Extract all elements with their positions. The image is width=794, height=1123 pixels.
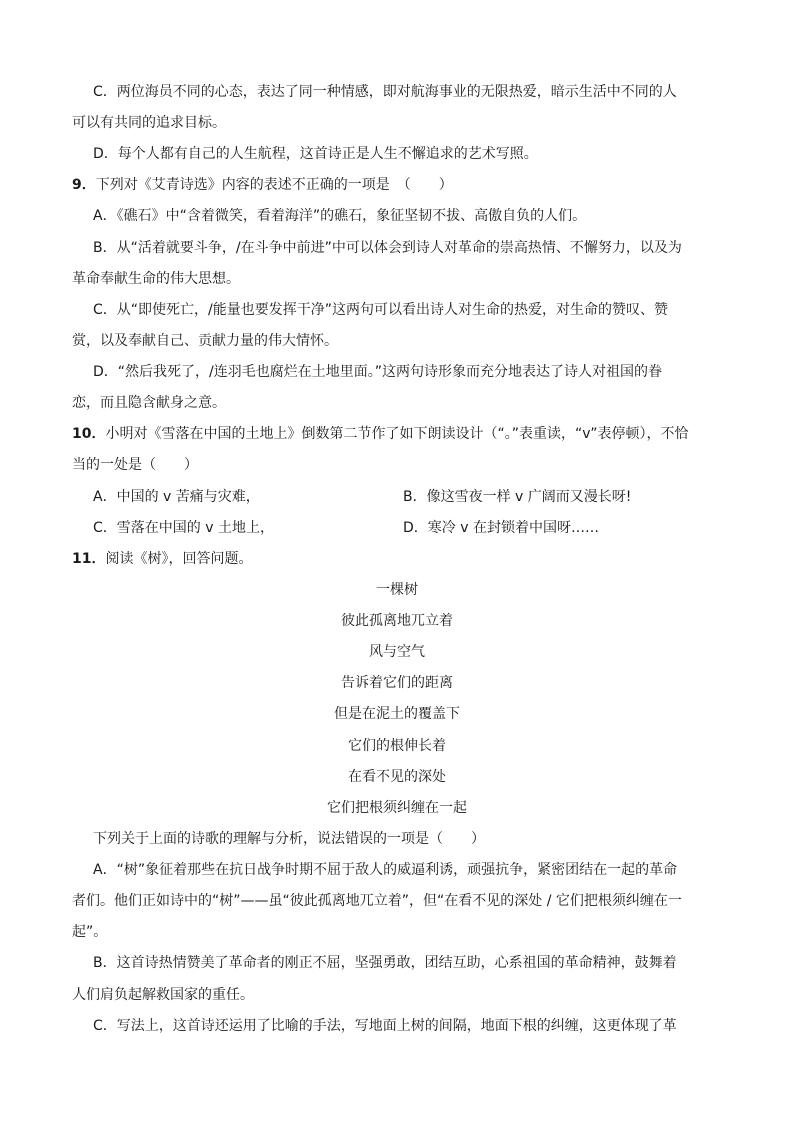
q8-option-d: D．每个人都有自己的人生航程，这首诗正是人生不懈追求的艺术写照。	[93, 146, 538, 162]
q9-option-b-line1: B．从“活着就要斗争，/在斗争中前进”中可以体会到诗人对革命的崇高热情、不懈努力，以及为	[93, 240, 682, 256]
q10-option-a: A．中国的 v 苦痛与灾难，	[93, 489, 260, 505]
q8-option-c-line2: 可以有共同的追求目标。	[72, 115, 226, 131]
q9-option-c-line1: C．从“即使死亡，/能量也要发挥干净”这两句可以看出诗人对生命的热爱，对生命的赞叹、赞	[93, 302, 668, 318]
q10-stem: 小明对《雪落在中国的土地上》倒数第二节作了如下朗读设计（“。”表重读，“v”表停顿），不恰	[105, 426, 689, 442]
q9-stem: 下列对《艾青诗选》内容的表述不正确的一项是 （ ）	[95, 177, 453, 193]
poem-line: 它们把根须纠缠在一起	[327, 800, 467, 816]
q9-number: 9．	[72, 177, 96, 193]
q10-stem-line1	[72, 424, 722, 444]
q9-option-d-line1: D．“然后我死了，/连羽毛也腐烂在土地里面。”这两句诗形象而充分地表达了诗人对祖国的眷	[93, 364, 663, 380]
q11-option-b-line2: 人们肩负起解救国家的重任。	[72, 987, 254, 1003]
poem-line: 彼此孤离地兀立着	[341, 613, 453, 629]
q11-option-c-line1: C．写法上，这首诗还运用了比喻的手法，写地面上树的间隔，地面下根的纠缠，这更体现了革	[93, 1018, 677, 1034]
poem-line: 在看不见的深处	[348, 769, 446, 785]
q9-option-d-line2: 恋，而且隐含献身之意。	[72, 395, 226, 411]
q9-option-b-line2: 革命奉献生命的伟大思想。	[72, 271, 240, 287]
q10-option-b: B．像这雪夜一样 v 广阔而又漫长呀!	[403, 489, 632, 505]
q11-prompt: 下列关于上面的诗歌的理解与分析，说法错误的一项是（ ）	[93, 831, 485, 847]
q10-option-d: D．寒冷 v 在封锁着中国呀……	[403, 520, 599, 536]
q11-number: 11．	[72, 551, 106, 567]
q11-option-a-line3: 起”。	[72, 924, 108, 940]
q10-number: 10．	[72, 426, 106, 442]
q9-option-c-line2: 赏，以及奉献自己、贡献力量的伟大情怀。	[72, 333, 338, 349]
q8-option-c-line1: C．两位海员不同的心态，表达了同一种情感，即对航海事业的无限热爱，暗示生活中不同的人	[93, 84, 677, 100]
q9-stem-line	[72, 175, 722, 195]
q11-stem-line	[72, 549, 722, 569]
q9-option-a: A．《礁石》中“含着微笑，看着海洋”的礁石，象征坚韧不拔、高傲自负的人们。	[93, 208, 587, 224]
q11-option-b-line1: B．这首诗热情赞美了革命者的刚正不屈，坚强勇敢，团结互助，心系祖国的革命精神，鼓舞着	[93, 955, 677, 971]
poem-line: 告诉着它们的距离	[341, 675, 453, 691]
q11-option-a-line1: A．“树”象征着那些在抗日战争时期不屈于敌人的威逼利诱，顽强抗争，紧密团结在一起的革命	[93, 862, 678, 878]
poem-line: 但是在泥土的覆盖下	[334, 706, 460, 722]
poem-line: 它们的根伸长着	[348, 738, 446, 754]
poem-line: 一棵树	[376, 582, 418, 598]
poem-line: 风与空气	[369, 644, 425, 660]
q10-stem-line2: 当的一处是（ ）	[72, 457, 198, 473]
q11-stem: 阅读《树》，回答问题。	[105, 551, 253, 567]
q11-option-a-line2: 者们。他们正如诗中的“树”——虽“彼此孤离地兀立着”，但“在看不见的深处 / 它们把根须纠缠在一	[72, 893, 682, 909]
q10-option-c: C．雪落在中国的 v 土地上，	[93, 520, 274, 536]
